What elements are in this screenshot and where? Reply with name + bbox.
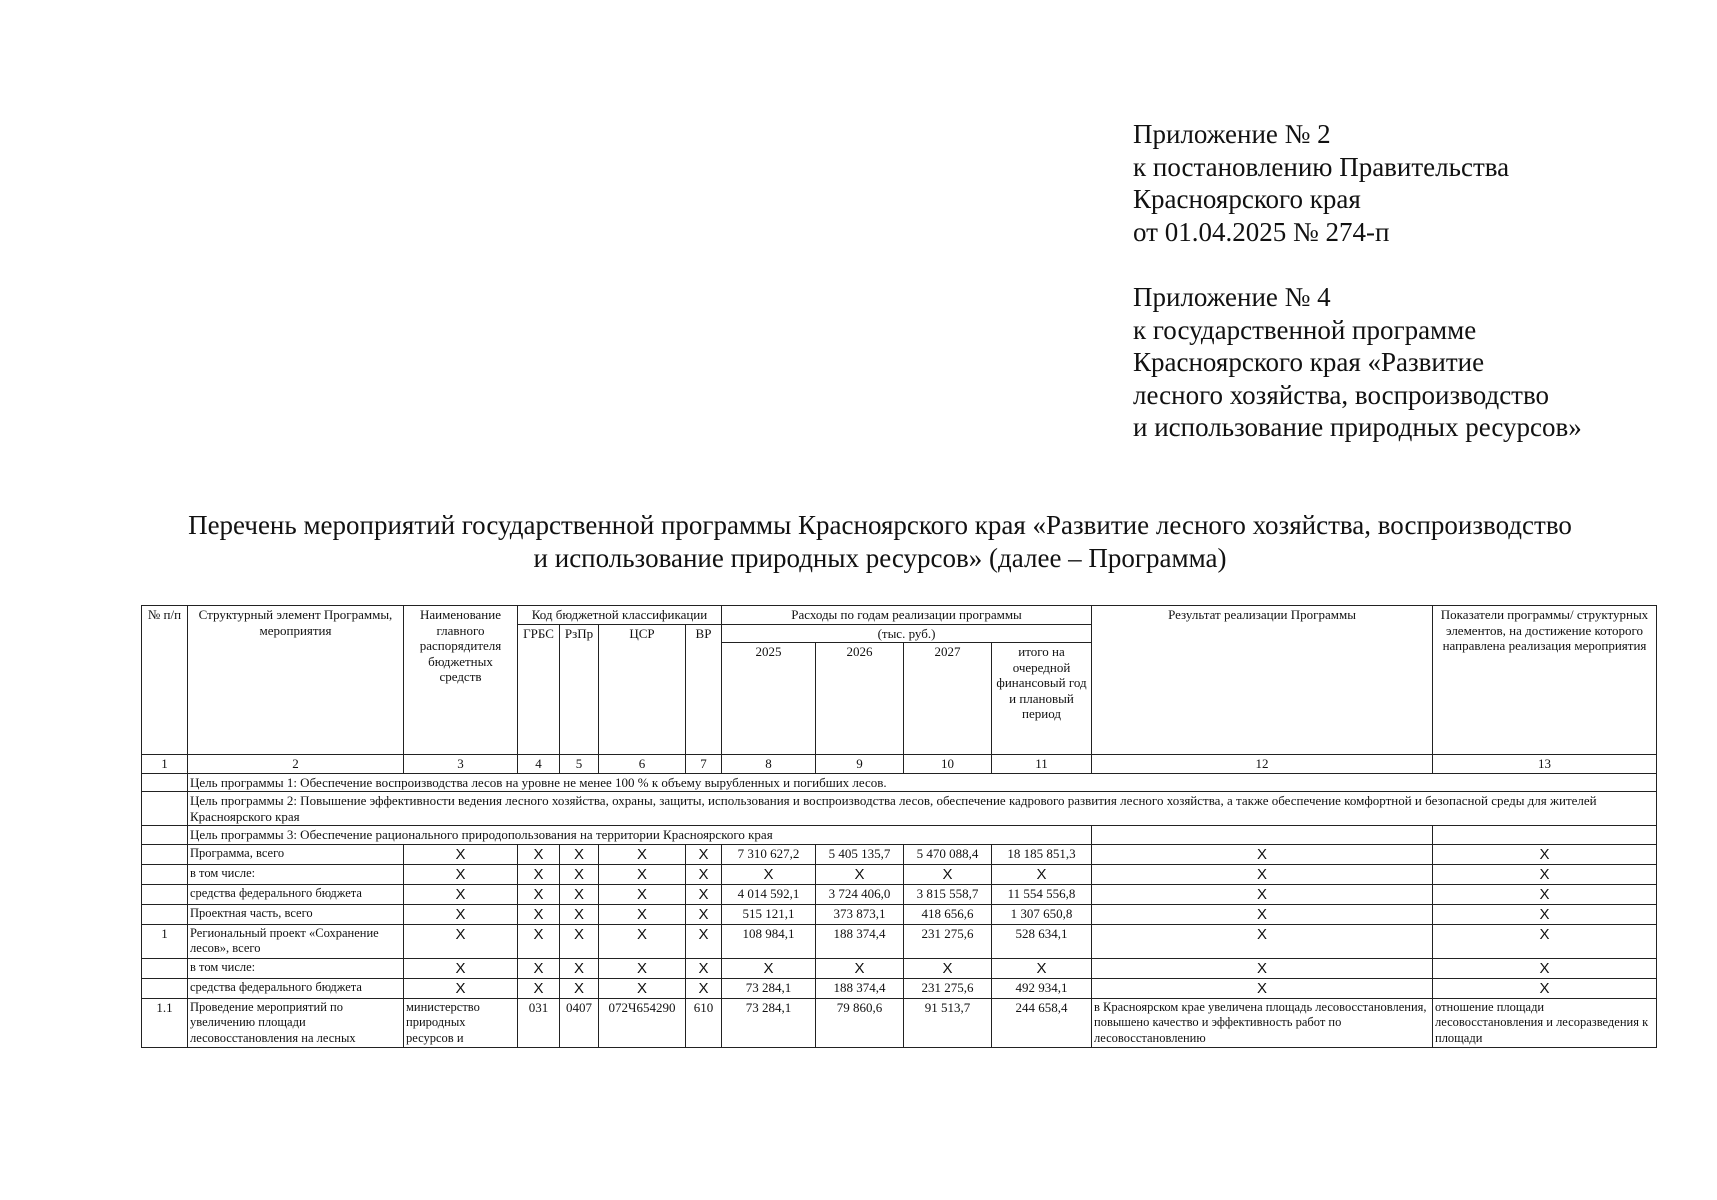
goal-text: Цель программы 3: Обеспечение рационального природопользования на территории Красноярского края <box>188 826 1092 845</box>
header-grbs: ГРБС <box>518 624 560 755</box>
cell-vr: X <box>686 978 722 998</box>
cell-csr: 072Ч654290 <box>599 998 686 1048</box>
cell-rzpr: X <box>560 904 599 924</box>
table-row <box>142 844 1657 864</box>
cell-total: X <box>992 864 1092 884</box>
cell-grbs: X <box>518 904 560 924</box>
cell-2025: 73 284,1 <box>722 998 816 1048</box>
column-number: 8 <box>722 755 816 774</box>
header-num: № п/п <box>142 606 188 755</box>
appendix-1-line: Приложение № 2 <box>1133 119 1331 149</box>
appendix-4-header <box>1133 281 1582 444</box>
cell-num: 1 <box>142 924 188 958</box>
appendix-2-header <box>1133 118 1509 248</box>
cell-2027: 418 656,6 <box>904 904 992 924</box>
column-number: 13 <box>1433 755 1657 774</box>
table-row <box>142 998 1657 1048</box>
cell-indicator: X <box>1433 958 1657 978</box>
appendix-1-line: к постановлению Правительства <box>1133 151 1510 182</box>
cell-2026: X <box>816 958 904 978</box>
cell-rzpr: X <box>560 958 599 978</box>
header-kbk: Код бюджетной классификации <box>518 606 722 625</box>
cell-manager: X <box>404 904 518 924</box>
cell-grbs: X <box>518 884 560 904</box>
goal-text: Цель программы 1: Обеспечение воспроизводства лесов на уровне не менее 100 % к объему вырубленных и погибших лесов. <box>188 773 1657 792</box>
header-2025: 2025 <box>722 643 816 755</box>
cell-manager: X <box>404 844 518 864</box>
cell-2027: 231 275,6 <box>904 924 992 958</box>
column-number: 6 <box>599 755 686 774</box>
cell-rzpr: X <box>560 884 599 904</box>
cell-grbs: 031 <box>518 998 560 1048</box>
cell-total: 492 934,1 <box>992 978 1092 998</box>
cell-csr: X <box>599 884 686 904</box>
cell-indicator: X <box>1433 904 1657 924</box>
column-numbers-row <box>142 755 1657 774</box>
table-row <box>142 884 1657 904</box>
cell-grbs: X <box>518 924 560 958</box>
cell-result: X <box>1092 924 1433 958</box>
cell-vr: 610 <box>686 998 722 1048</box>
cell-result: X <box>1092 844 1433 864</box>
cell-result: в Красноярском крае увеличена площадь лесовосстановления, повышено качество и эффективность работ по лесовосстановлению <box>1092 998 1433 1048</box>
cell-vr: X <box>686 924 722 958</box>
cell-result: X <box>1092 884 1433 904</box>
goal-text: Цель программы 2: Повышение эффективности ведения лесного хозяйства, охраны, защиты, использования и воспроизводства лесов, обеспечение кадрового развития лесного хозяйства, а также обеспечение комфортной и безопасной среды для жителей Красноярского края <box>188 792 1657 826</box>
appendix-1-line: Красноярского края <box>1133 184 1361 214</box>
appendix-2-line: и использование природных ресурсов» <box>1133 412 1582 442</box>
cell-num <box>142 958 188 978</box>
cell-vr: X <box>686 958 722 978</box>
cell-2026: 373 873,1 <box>816 904 904 924</box>
column-number: 1 <box>142 755 188 774</box>
table-row <box>142 904 1657 924</box>
cell-2026: 5 405 135,7 <box>816 844 904 864</box>
cell-element-name: Проектная часть, всего <box>188 904 404 924</box>
column-number: 4 <box>518 755 560 774</box>
cell-csr: X <box>599 844 686 864</box>
cell-vr: X <box>686 864 722 884</box>
cell-result: X <box>1092 864 1433 884</box>
cell-manager: X <box>404 884 518 904</box>
data-rows <box>142 844 1657 1048</box>
header-manager: Наименование главного распорядителя бюджетных средств <box>404 606 518 755</box>
column-number: 11 <box>992 755 1092 774</box>
cell-csr: X <box>599 904 686 924</box>
cell-2027: 231 275,6 <box>904 978 992 998</box>
cell-indicator: X <box>1433 924 1657 958</box>
header-2027: 2027 <box>904 643 992 755</box>
column-number: 7 <box>686 755 722 774</box>
cell-vr: X <box>686 884 722 904</box>
document-title <box>100 509 1660 575</box>
cell-2026: 3 724 406,0 <box>816 884 904 904</box>
cell-rzpr: X <box>560 978 599 998</box>
cell-result: X <box>1092 978 1433 998</box>
appendix-2-line: Приложение № 4 <box>1133 282 1331 312</box>
header-2026: 2026 <box>816 643 904 755</box>
cell-2025: X <box>722 864 816 884</box>
cell-total: 1 307 650,8 <box>992 904 1092 924</box>
appendix-1-line: от 01.04.2025 № 274-п <box>1133 216 1390 247</box>
cell-manager: X <box>404 978 518 998</box>
table-row <box>142 924 1657 958</box>
cell-result: X <box>1092 904 1433 924</box>
cell-2027: X <box>904 864 992 884</box>
cell-grbs: X <box>518 958 560 978</box>
appendix-2-line: лесного хозяйства, воспроизводство <box>1133 379 1550 410</box>
cell-csr: X <box>599 958 686 978</box>
appendix-2-line: Красноярского края «Развитие <box>1133 347 1485 377</box>
cell-vr: X <box>686 844 722 864</box>
header-row-1 <box>142 606 1657 625</box>
cell-element-name: Региональный проект «Сохранение лесов», всего <box>188 924 404 958</box>
goal-row <box>142 773 1657 792</box>
cell-indicator: X <box>1433 884 1657 904</box>
cell-indicator: X <box>1433 844 1657 864</box>
cell-rzpr: 0407 <box>560 998 599 1048</box>
table-row <box>142 864 1657 884</box>
header-rzpr: РзПр <box>560 624 599 755</box>
header-indicators: Показатели программы/ структурных элементов, на достижение которого направлена реализация мероприятия <box>1433 606 1657 755</box>
cell-total: 11 554 556,8 <box>992 884 1092 904</box>
column-number: 9 <box>816 755 904 774</box>
cell-grbs: X <box>518 864 560 884</box>
cell-rzpr: X <box>560 864 599 884</box>
cell-2027: 5 470 088,4 <box>904 844 992 864</box>
cell-num <box>142 978 188 998</box>
cell-csr: X <box>599 978 686 998</box>
cell-num <box>142 884 188 904</box>
cell-manager: X <box>404 958 518 978</box>
cell-2026: 188 374,4 <box>816 924 904 958</box>
cell-2026: X <box>816 864 904 884</box>
program-activities-table <box>141 605 1657 1048</box>
cell-total: X <box>992 958 1092 978</box>
cell-total: 528 634,1 <box>992 924 1092 958</box>
cell-element-name: Программа, всего <box>188 844 404 864</box>
cell-csr: X <box>599 924 686 958</box>
header-total: итого на очередной финансовый год и плановый период <box>992 643 1092 755</box>
cell-num <box>142 904 188 924</box>
cell-manager: министерство природных ресурсов и <box>404 998 518 1048</box>
header-element: Структурный элемент Программы, мероприятия <box>188 606 404 755</box>
cell-2025: 108 984,1 <box>722 924 816 958</box>
cell-indicator: X <box>1433 864 1657 884</box>
cell-total: 244 658,4 <box>992 998 1092 1048</box>
cell-total: 18 185 851,3 <box>992 844 1092 864</box>
column-number: 2 <box>188 755 404 774</box>
column-number: 3 <box>404 755 518 774</box>
cell-vr: X <box>686 904 722 924</box>
cell-element-name: средства федерального бюджета <box>188 978 404 998</box>
title-line-1: Перечень мероприятий государственной программы Красноярского края «Развитие лесного хозяйства, воспроизводство <box>188 510 1572 540</box>
header-expenses: Расходы по годам реализации программы <box>722 606 1092 625</box>
header-vr: ВР <box>686 624 722 755</box>
cell-rzpr: X <box>560 844 599 864</box>
appendix-2-line: к государственной программе <box>1133 314 1477 345</box>
cell-csr: X <box>599 864 686 884</box>
cell-rzpr: X <box>560 924 599 958</box>
title-line-2: и использование природных ресурсов» (далее – Программа) <box>533 543 1227 573</box>
column-number: 5 <box>560 755 599 774</box>
cell-num <box>142 864 188 884</box>
cell-grbs: X <box>518 978 560 998</box>
table-row <box>142 958 1657 978</box>
cell-result: X <box>1092 958 1433 978</box>
column-number: 10 <box>904 755 992 774</box>
cell-element-name: средства федерального бюджета <box>188 884 404 904</box>
cell-2025: 515 121,1 <box>722 904 816 924</box>
cell-grbs: X <box>518 844 560 864</box>
goal-row <box>142 792 1657 826</box>
cell-element-name: в том числе: <box>188 958 404 978</box>
header-csr: ЦСР <box>599 624 686 755</box>
cell-indicator: отношение площади лесовосстановления и лесоразведения к площади <box>1433 998 1657 1048</box>
cell-num: 1.1 <box>142 998 188 1048</box>
cell-2026: 79 860,6 <box>816 998 904 1048</box>
cell-2027: 91 513,7 <box>904 998 992 1048</box>
cell-2027: X <box>904 958 992 978</box>
cell-2025: 73 284,1 <box>722 978 816 998</box>
cell-num <box>142 844 188 864</box>
cell-manager: X <box>404 864 518 884</box>
cell-element-name: Проведение мероприятий по увеличению площади лесовосстановления на лесных <box>188 998 404 1048</box>
cell-indicator: X <box>1433 978 1657 998</box>
header-unit: (тыс. руб.) <box>722 624 1092 643</box>
cell-2025: 4 014 592,1 <box>722 884 816 904</box>
table-row <box>142 978 1657 998</box>
goal-row <box>142 826 1657 845</box>
cell-2026: 188 374,4 <box>816 978 904 998</box>
column-number: 12 <box>1092 755 1433 774</box>
cell-element-name: в том числе: <box>188 864 404 884</box>
cell-manager: X <box>404 924 518 958</box>
header-result: Результат реализации Программы <box>1092 606 1433 755</box>
cell-2027: 3 815 558,7 <box>904 884 992 904</box>
cell-2025: 7 310 627,2 <box>722 844 816 864</box>
cell-2025: X <box>722 958 816 978</box>
